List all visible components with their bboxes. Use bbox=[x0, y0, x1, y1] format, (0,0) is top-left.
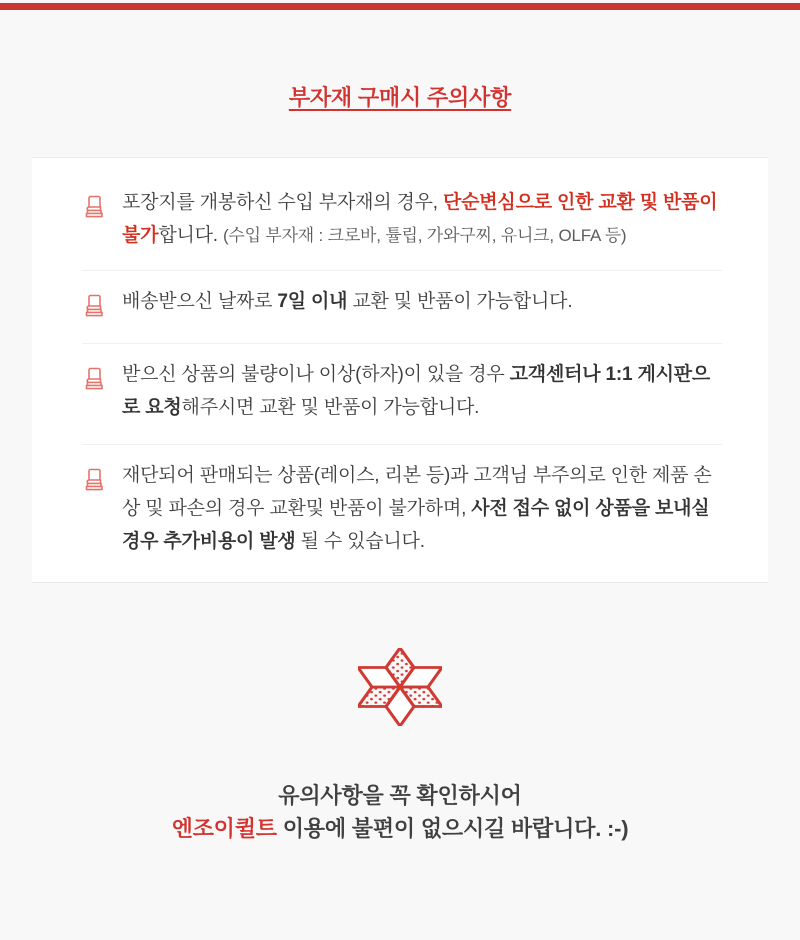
quilt-star-icon bbox=[358, 648, 442, 726]
footer-line2-rest: 이용에 불편이 없으시길 바랍니다. :-) bbox=[276, 816, 629, 841]
notice-item-text bbox=[122, 358, 722, 424]
document-stack-icon bbox=[82, 358, 122, 398]
page-title: 부자재 구매시 주의사항 bbox=[288, 85, 512, 110]
notice-item-text bbox=[122, 186, 722, 252]
notice-text-segment: 7일 이내 bbox=[277, 291, 348, 312]
brand-name: 엔조이퀼트 bbox=[171, 816, 277, 841]
notice-text-segment: 단순변심으로 인한 교환 및 반품이 불가 bbox=[122, 192, 718, 246]
notice-text-segment: 해주시면 교환 및 반품이 가능합니다. bbox=[181, 397, 480, 418]
notice-text-segment: 교환 및 반품이 가능합니다. bbox=[347, 291, 573, 312]
footer-note bbox=[0, 779, 800, 940]
notice-list-item bbox=[82, 344, 722, 445]
notice-text-segment: 사전 접수 없이 상품을 보내실 경우 추가비용이 발생 bbox=[122, 498, 710, 552]
notice-text-segment: 고객센터나 1:1 게시판으로 요청 bbox=[122, 364, 711, 418]
top-accent-bar bbox=[0, 3, 800, 10]
document-stack-icon bbox=[82, 285, 122, 325]
notice-list-item bbox=[82, 176, 722, 271]
notice-list-item bbox=[82, 445, 722, 562]
notice-text-segment: (수입 부자재 : 크로바, 튤립, 가와구찌, 유니크, OLFA 등) bbox=[222, 226, 627, 245]
notice-text-segment: 합니다. bbox=[158, 225, 223, 246]
document-stack-icon bbox=[82, 459, 122, 499]
notice-text-segment: 될 수 있습니다. bbox=[295, 531, 425, 552]
footer-line2 bbox=[0, 812, 800, 845]
footer-line1: 유의사항을 꼭 확인하시어 bbox=[278, 783, 522, 808]
notice-text-segment: 받으신 상품의 불량이나 이상(하자)이 있을 경우 bbox=[122, 364, 510, 385]
document-stack-icon bbox=[82, 186, 122, 226]
notice-box bbox=[32, 157, 768, 582]
notice-list-item bbox=[82, 271, 722, 344]
star-divider bbox=[0, 648, 800, 731]
notice-text-segment: 재단되어 판매되는 상품(레이스, 리본 등)과 고객님 부주의로 인한 제품 손상 및 파손의 경우 교환및 반품이 불가하며, bbox=[122, 465, 712, 519]
notice-text-segment: 배송받으신 날짜로 bbox=[122, 291, 278, 312]
notice-list bbox=[82, 176, 722, 562]
notice-item-text bbox=[122, 285, 722, 318]
notice-text-segment: 포장지를 개봉하신 수입 부자재의 경우, bbox=[122, 192, 443, 213]
notice-item-text bbox=[122, 459, 722, 558]
